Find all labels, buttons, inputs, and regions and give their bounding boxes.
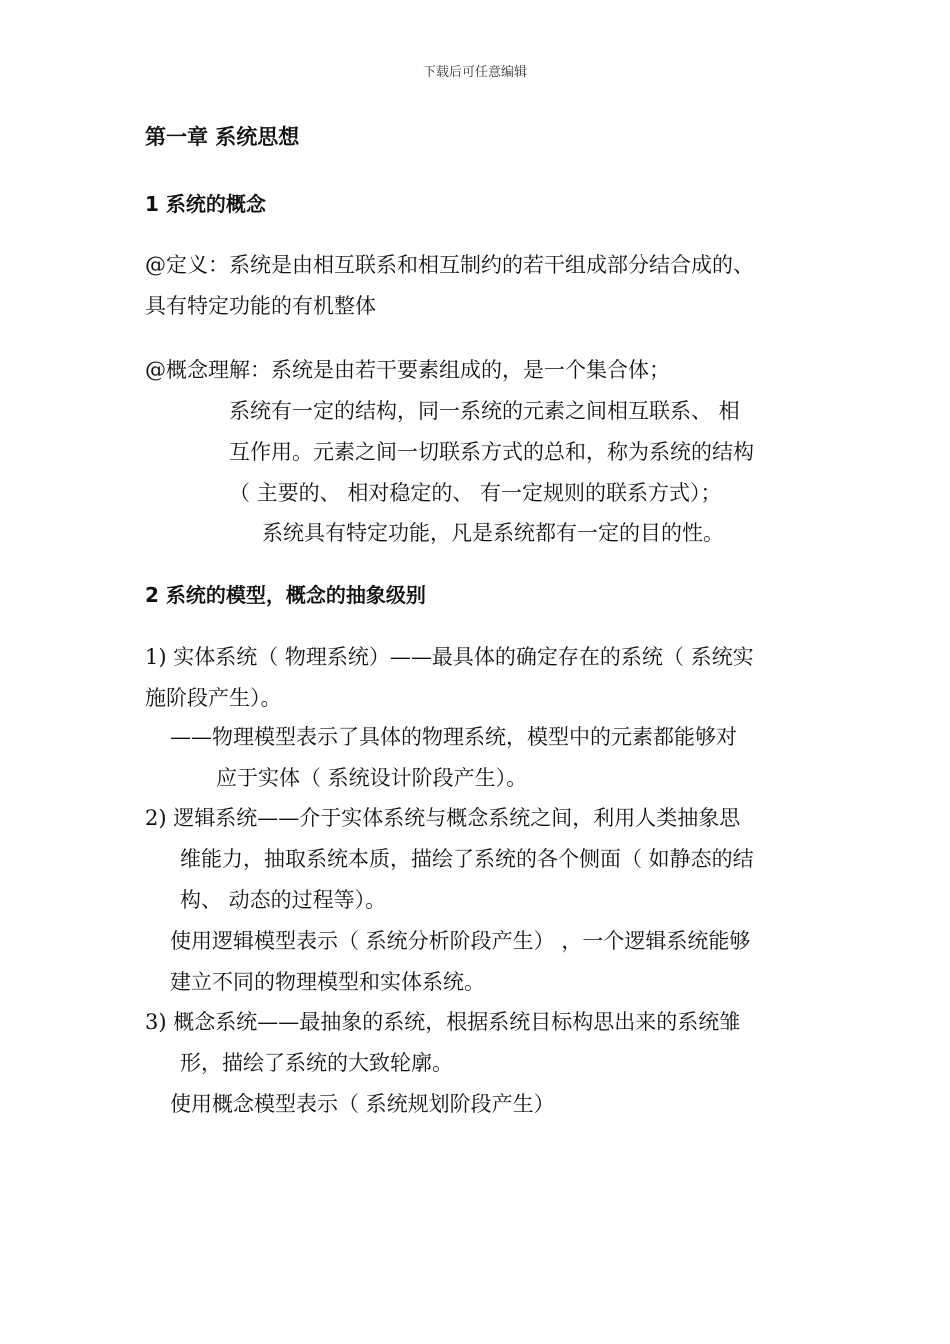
item-2-line-5: 建立不同的物理模型和实体系统。 <box>170 970 485 994</box>
understanding-line-3: 互作用。元素之间一切联系方式的总和，称为系统的结构 <box>229 440 754 464</box>
understanding-line-1: @概念理解：系统是由若干要素组成的，是一个集合体； <box>145 358 670 382</box>
item-3-line-2: 形，描绘了系统的大致轮廓。 <box>180 1051 453 1075</box>
item-2-line-2: 维能力，抽取系统本质，描绘了系统的各个侧面（ 如静态的结 <box>180 847 754 871</box>
understanding-line-2: 系统有一定的结构，同一系统的元素之间相互联系、 相 <box>229 399 740 423</box>
section-1-title: 1 系统的概念 <box>145 192 266 216</box>
definition-line-2: 具有特定功能的有机整体 <box>145 294 376 318</box>
section-2-title: 2 系统的模型，概念的抽象级别 <box>145 583 426 607</box>
item-2-line-1: 2) 逻辑系统——介于实体系统与概念系统之间，利用人类抽象思 <box>145 806 741 830</box>
item-1-line-2: 施阶段产生）。 <box>145 686 282 710</box>
item-2-line-4: 使用逻辑模型表示（ 系统分析阶段产生） ，一个逻辑系统能够 <box>170 929 751 953</box>
definition-line-1: @定义：系统是由相互联系和相互制约的若干组成部分结合成的、 <box>145 253 754 277</box>
page-header: 下载后可任意编辑 <box>422 65 527 80</box>
understanding-line-5: 系统具有特定功能，凡是系统都有一定的目的性。 <box>262 521 724 545</box>
item-1-line-4: 应于实体（ 系统设计阶段产生）。 <box>216 766 528 790</box>
item-1-line-1: 1) 实体系统（ 物理系统）——最具体的确定存在的系统（ 系统实 <box>145 645 754 669</box>
understanding-line-4: （ 主要的、 相对稳定的、 有一定规则的联系方式）； <box>229 481 722 505</box>
item-3-line-1: 3) 概念系统——最抽象的系统，根据系统目标构思出来的系统雏 <box>145 1010 741 1034</box>
item-2-line-3: 构、 动态的过程等）。 <box>180 888 387 912</box>
chapter-title: 第一章 系统思想 <box>145 125 300 149</box>
item-1-line-3: ——物理模型表示了具体的物理系统，模型中的元素都能够对 <box>170 725 737 749</box>
item-3-line-3: 使用概念模型表示（ 系统规划阶段产生） <box>170 1092 555 1116</box>
